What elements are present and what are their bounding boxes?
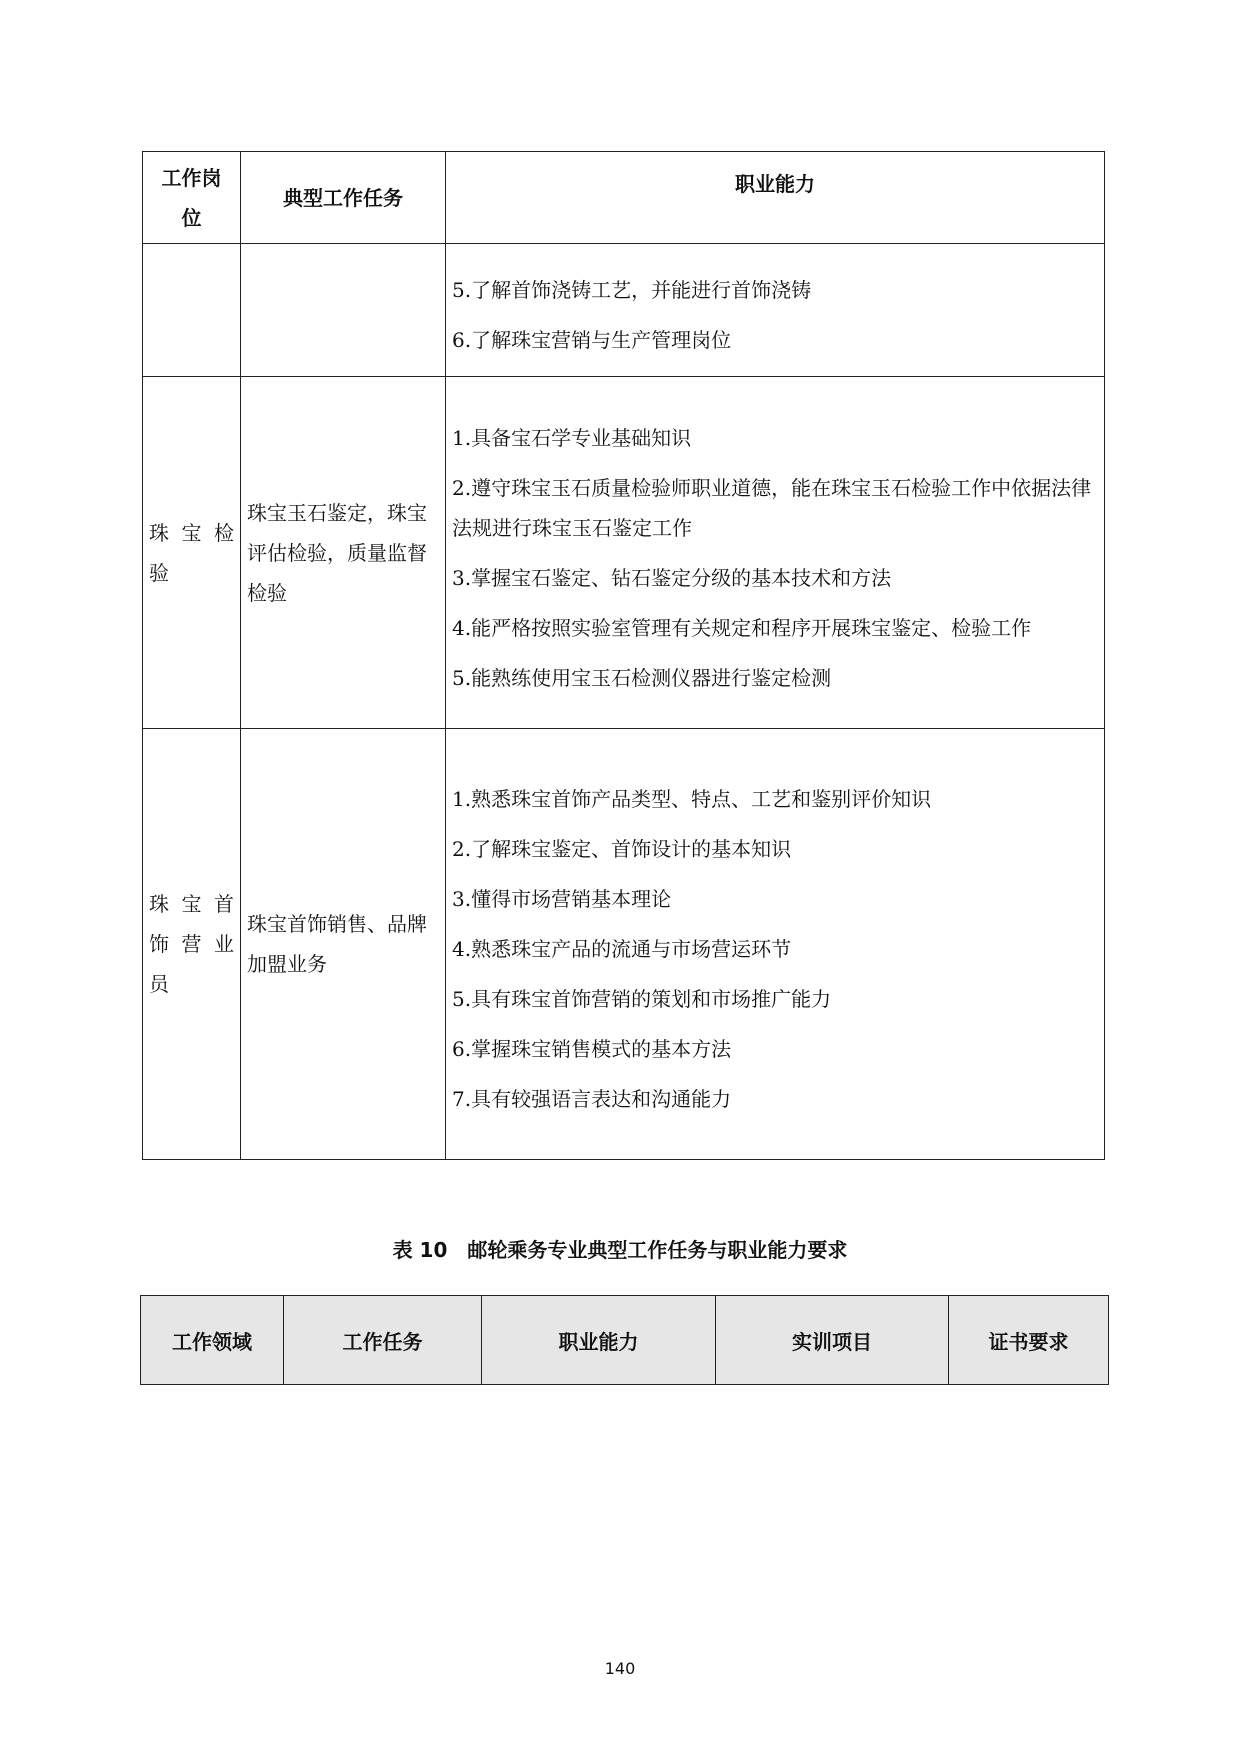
ability-cell: [446, 377, 1105, 729]
ability-item: 2.遵守珠宝玉石质量检验师职业道德，能在珠宝玉石检验工作中依据法律法规进行珠宝玉石鉴定工作: [452, 475, 1092, 540]
header-work-domain: 工作领域: [141, 1296, 284, 1385]
ability-cell: [446, 729, 1105, 1160]
ability-item: 4.能严格按照实验室管理有关规定和程序开展珠宝鉴定、检验工作: [452, 615, 1032, 640]
header-certificate: 证书要求: [949, 1296, 1109, 1385]
table-row: [143, 244, 1105, 377]
ability-item: 5.能熟练使用宝玉石检测仪器进行鉴定检测: [452, 665, 832, 690]
position-cell: [143, 244, 241, 377]
cruise-competency-table: [140, 1295, 1109, 1385]
ability-item: 5.具有珠宝首饰营销的策划和市场推广能力: [452, 987, 832, 1011]
position-cell: 珠宝检 验: [143, 377, 241, 729]
header-work-task: 工作任务: [284, 1296, 482, 1385]
ability-item: 1.熟悉珠宝首饰产品类型、特点、工艺和鉴别评价知识: [452, 787, 932, 811]
header-position: 工作岗 位: [143, 152, 241, 244]
ability-item: 2.了解珠宝鉴定、首饰设计的基本知识: [452, 837, 792, 861]
table-header-row: [141, 1296, 1109, 1385]
header-task: 典型工作任务: [241, 152, 446, 244]
ability-item: 1.具备宝石学专业基础知识: [452, 425, 692, 450]
header-ability: 职业能力: [482, 1296, 716, 1385]
ability-item: 7.具有较强语言表达和沟通能力: [452, 1087, 732, 1111]
table-row: [143, 729, 1105, 1160]
table-row: [143, 377, 1105, 729]
ability-item: 3.懂得市场营销基本理论: [452, 887, 672, 911]
competency-table-continued: [142, 151, 1105, 1160]
task-cell: [241, 244, 446, 377]
task-cell: 珠宝玉石鉴定，珠宝评估检验，质量监督检验: [241, 377, 446, 729]
ability-item: 5.了解首饰浇铸工艺，并能进行首饰浇铸: [452, 278, 812, 302]
ability-item: 6.掌握珠宝销售模式的基本方法: [452, 1037, 732, 1061]
ability-item: 3.掌握宝石鉴定、钻石鉴定分级的基本技术和方法: [452, 565, 892, 590]
ability-item: 6.了解珠宝营销与生产管理岗位: [452, 328, 732, 352]
table-caption: 表 10 邮轮乘务专业典型工作任务与职业能力要求: [392, 1238, 848, 1262]
header-ability: 职业能力: [446, 152, 1105, 244]
page-number: 140: [604, 1659, 636, 1678]
table-header-row: [143, 152, 1105, 244]
ability-item: 4.熟悉珠宝产品的流通与市场营运环节: [452, 937, 792, 961]
ability-cell: [446, 244, 1105, 377]
header-training: 实训项目: [716, 1296, 949, 1385]
position-cell: 珠宝首 饰营业 员: [143, 729, 241, 1160]
task-cell: 珠宝首饰销售、品牌加盟业务: [241, 729, 446, 1160]
